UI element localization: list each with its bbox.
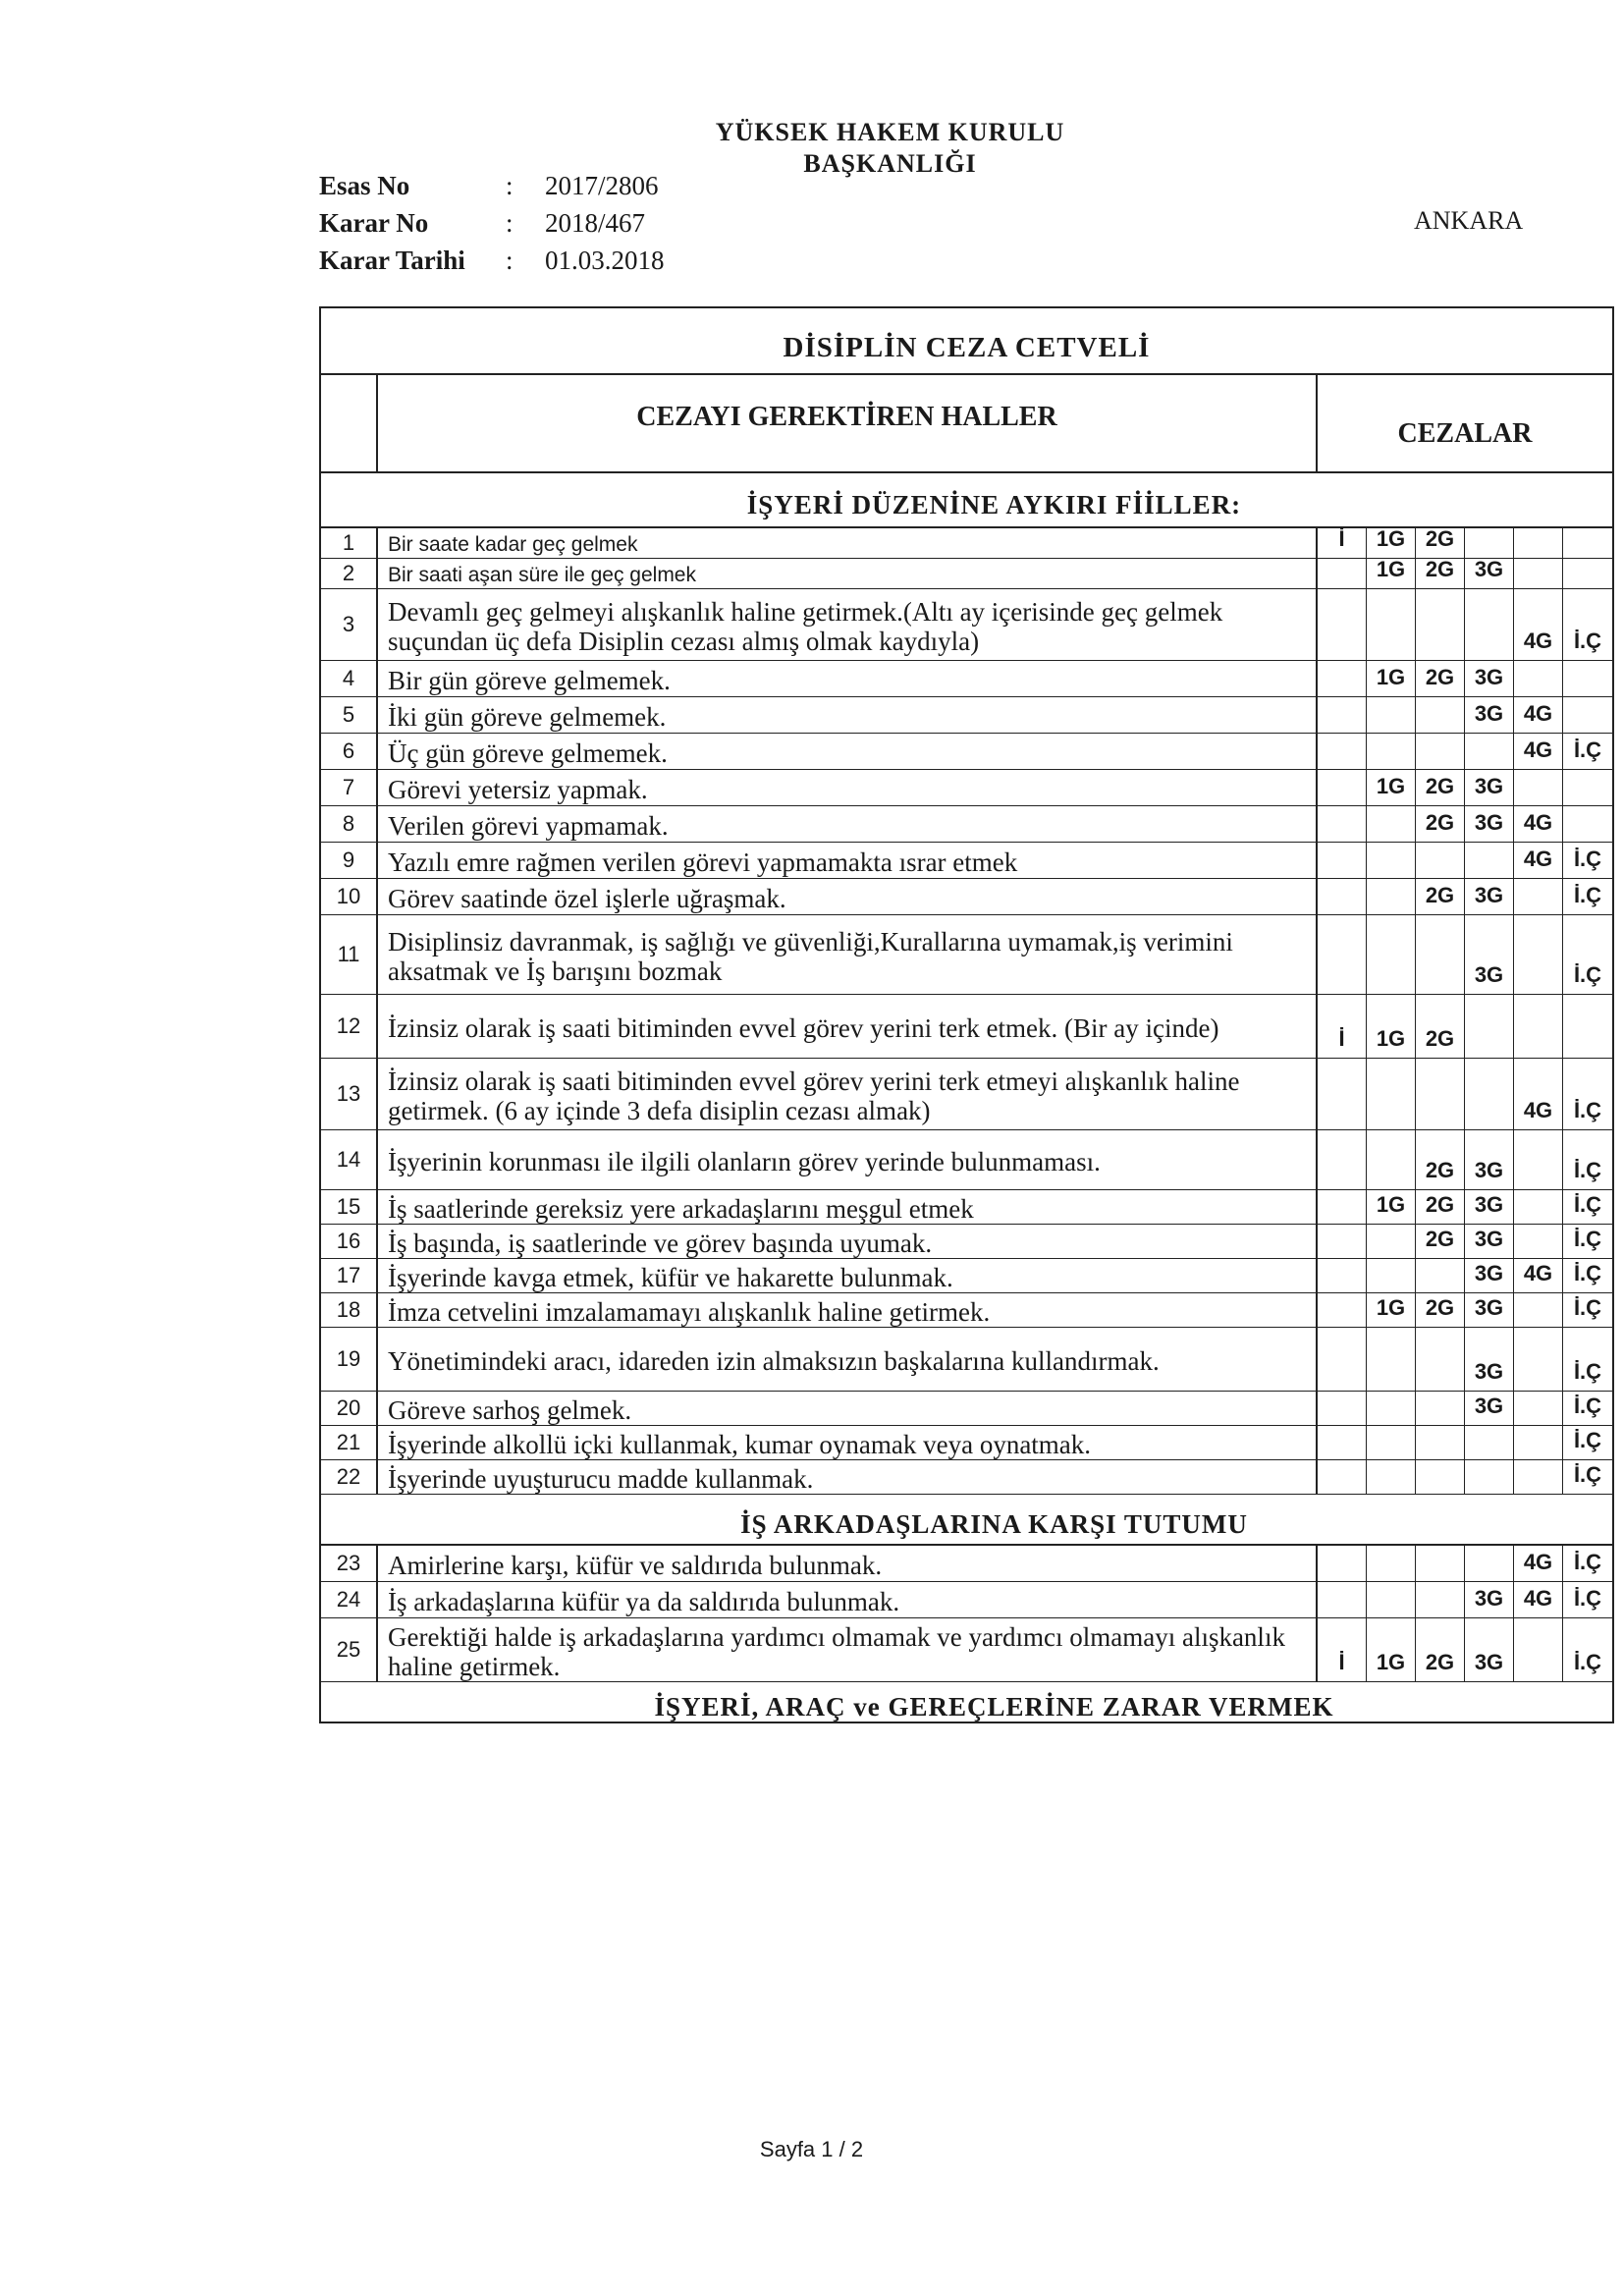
penalty-cell: 4G (1514, 1259, 1563, 1292)
row-number: 16 (321, 1225, 378, 1258)
row-description: İşyerinde kavga etmek, küfür ve hakarette bulunmak. (378, 1259, 1318, 1292)
penalty-cell: 4G (1514, 734, 1563, 769)
row-number: 12 (321, 995, 378, 1058)
penalty-cell (1416, 1426, 1465, 1459)
penalty-cell (1514, 1392, 1563, 1425)
penalty-cell (1514, 661, 1563, 696)
penalty-cell: İ.Ç (1573, 962, 1602, 987)
penalty-cell: İ.Ç (1573, 1192, 1602, 1217)
row-description: Devamlı geç gelmeyi alışkanlık haline getirmek.(Altı ay içerisinde geç gelmek suçundan üç defa Disiplin cezası almış olmak kaydıyla) (378, 589, 1318, 660)
penalty-cell: 1G (1367, 1618, 1416, 1681)
penalty-cell: 3G (1465, 770, 1514, 805)
penalty-cell (1514, 1460, 1563, 1494)
penalty-cell: 4G (1514, 697, 1563, 733)
penalty-cell: 4G (1514, 1582, 1563, 1617)
penalty-cell: İ.Ç (1573, 1650, 1602, 1674)
penalty-cell: İ.Ç (1573, 629, 1602, 653)
penalty-cell: İ.Ç (1573, 883, 1602, 907)
row-number: 7 (321, 770, 378, 805)
penalty-cell (1367, 1460, 1416, 1494)
penalty-cell (1563, 661, 1612, 696)
court-name: YÜKSEK HAKEM KURULU (715, 118, 1065, 146)
penalty-cell (1367, 1582, 1416, 1617)
penalty-cells (1318, 843, 1612, 878)
table-row (321, 843, 1612, 879)
penalty-cells (1318, 1392, 1612, 1425)
index-header (321, 375, 378, 471)
penalty-cells (1318, 697, 1612, 733)
row-description: İşyerinde uyuşturucu madde kullanmak. (378, 1460, 1318, 1494)
row-number: 15 (321, 1190, 378, 1224)
penalties-header: CEZALAR (1397, 418, 1533, 449)
penalty-cell (1318, 915, 1367, 994)
penalty-cell (1465, 1426, 1514, 1459)
row-number: 2 (321, 559, 378, 588)
penalty-cell (1465, 843, 1514, 878)
penalty-cell: İ.Ç (1573, 1295, 1602, 1320)
penalty-cell: İ (1318, 1618, 1367, 1681)
penalty-cell: 3G (1465, 697, 1514, 733)
penalty-cells (1318, 1190, 1612, 1224)
row-description: İzinsiz olarak iş saati bitiminden evvel görev yerini terk etmeyi alışkanlık haline getirmek. (6 ay içinde 3 defa disiplin cezası almak) (378, 1059, 1318, 1129)
penalty-cell (1367, 879, 1416, 914)
table-row (321, 1392, 1612, 1426)
penalty-cell: İ.Ç (1573, 1394, 1602, 1418)
meta-row (319, 242, 665, 279)
penalty-cell: 3G (1465, 1225, 1514, 1258)
penalty-cell (1514, 1130, 1563, 1189)
penalty-cell: İ.Ç (1573, 1359, 1602, 1384)
penalty-cell: İ.Ç (1573, 1158, 1602, 1182)
penalty-cells (1318, 1328, 1612, 1391)
penalty-cell (1318, 1225, 1367, 1258)
penalty-cell (1367, 915, 1416, 994)
penalty-cell (1318, 1190, 1367, 1224)
section-heading (321, 1495, 1612, 1546)
penalty-cell: İ.Ç (1573, 1550, 1602, 1574)
penalty-cells (1318, 995, 1612, 1058)
penalty-cells (1318, 879, 1612, 914)
penalty-cell (1367, 1259, 1416, 1292)
penalty-cell: 1G (1367, 528, 1416, 558)
penalty-cell (1514, 1190, 1563, 1224)
table-row (321, 734, 1612, 770)
penalty-cell (1318, 697, 1367, 733)
meta-label: Karar No (319, 208, 429, 238)
row-number: 6 (321, 734, 378, 769)
table-row (321, 879, 1612, 915)
penalty-cell (1318, 770, 1367, 805)
row-number: 9 (321, 843, 378, 878)
penalty-cell: 3G (1465, 559, 1514, 588)
penalty-cells (1318, 559, 1612, 588)
penalty-cell (1514, 995, 1563, 1058)
penalty-cell (1563, 806, 1612, 842)
penalty-cell: İ.Ç (1573, 847, 1602, 871)
penalty-cell (1367, 1059, 1416, 1129)
penalty-cell: 3G (1465, 1190, 1514, 1224)
penalty-cell (1367, 1392, 1416, 1425)
row-description: İş saatlerinde gereksiz yere arkadaşlarını meşgul etmek (378, 1190, 1318, 1224)
penalty-cell: 4G (1514, 1546, 1563, 1581)
penalty-cells (1318, 734, 1612, 769)
penalty-cell (1318, 589, 1367, 660)
table-row (321, 995, 1612, 1059)
penalty-cell (1416, 589, 1465, 660)
row-number: 20 (321, 1392, 378, 1425)
penalty-cell (1514, 915, 1563, 994)
penalty-cells (1318, 1546, 1612, 1581)
penalty-cell: 3G (1465, 1582, 1514, 1617)
penalty-cell (1367, 589, 1416, 660)
penalty-cell (1318, 734, 1367, 769)
penalty-cells (1318, 1293, 1612, 1327)
penalty-cells (1318, 1130, 1612, 1189)
penalty-cell: 2G (1416, 559, 1465, 588)
row-description: Üç gün göreve gelmemek. (378, 734, 1318, 769)
penalty-cell (1367, 1426, 1416, 1459)
penalty-cell: 3G (1465, 806, 1514, 842)
penalty-cell (1318, 1059, 1367, 1129)
penalty-cells (1318, 770, 1612, 805)
penalty-cell: 3G (1465, 879, 1514, 914)
penalty-cell (1318, 843, 1367, 878)
row-description: İmza cetvelini imzalamamayı alışkanlık haline getirmek. (378, 1293, 1318, 1327)
penalty-cell: İ (1318, 528, 1367, 558)
penalty-cell: İ.Ç (1573, 1586, 1602, 1611)
penalty-cell: 2G (1416, 1293, 1465, 1327)
row-number: 18 (321, 1293, 378, 1327)
penalty-cells (1318, 1618, 1612, 1681)
penalty-cell: İ.Ç (1573, 1261, 1602, 1285)
penalty-cell: 2G (1416, 661, 1465, 696)
row-number: 1 (321, 528, 378, 558)
penalty-cell (1563, 697, 1612, 733)
penalty-cell (1465, 528, 1514, 558)
table-header (321, 375, 1612, 473)
table-row (321, 1259, 1612, 1293)
row-number: 22 (321, 1460, 378, 1494)
table-title: DİSİPLİN CEZA CETVELİ (321, 308, 1612, 375)
penalty-cell (1318, 661, 1367, 696)
row-description: Yazılı emre rağmen verilen görevi yapmamakta ısrar etmek (378, 843, 1318, 878)
penalty-cell: 1G (1367, 995, 1416, 1058)
table-row (321, 1328, 1612, 1392)
penalty-cell (1514, 879, 1563, 914)
penalty-cell: İ (1318, 995, 1367, 1058)
penalty-cell: 3G (1465, 1259, 1514, 1292)
penalty-cell (1318, 1259, 1367, 1292)
row-description: İş başında, iş saatlerinde ve görev başında uyumak. (378, 1225, 1318, 1258)
penalty-cell (1318, 1426, 1367, 1459)
table-row (321, 1618, 1612, 1682)
penalty-cell: İ.Ç (1573, 1227, 1602, 1251)
row-description: Görevi yetersiz yapmak. (378, 770, 1318, 805)
penalty-cell (1318, 1460, 1367, 1494)
section-title: İŞYERİ, ARAÇ ve GEREÇLERİNE ZARAR VERMEK (654, 1692, 1334, 1722)
section-heading (321, 1682, 1612, 1723)
penalty-cells (1318, 1259, 1612, 1292)
penalty-cell: 1G (1367, 1293, 1416, 1327)
table-row (321, 661, 1612, 697)
penalty-cell (1465, 1059, 1514, 1129)
city: ANKARA (1414, 206, 1524, 235)
penalty-cell: 1G (1367, 770, 1416, 805)
penalty-cell (1318, 1392, 1367, 1425)
penalty-cell: 3G (1465, 661, 1514, 696)
penalty-cell: İ.Ç (1573, 738, 1602, 762)
row-description: İzinsiz olarak iş saati bitiminden evvel görev yerini terk etmek. (Bir ay içinde) (378, 995, 1318, 1058)
meta-value: 2017/2806 (545, 171, 659, 200)
penalty-cell (1514, 1225, 1563, 1258)
row-number: 8 (321, 806, 378, 842)
meta-colon: : (506, 246, 514, 275)
table-row (321, 697, 1612, 734)
table-row (321, 1130, 1612, 1190)
meta-label: Esas No (319, 171, 410, 200)
row-number: 11 (321, 915, 378, 994)
penalty-cell (1367, 734, 1416, 769)
penalty-cell (1514, 528, 1563, 558)
penalty-cell: 3G (1465, 1130, 1514, 1189)
penalty-cell (1318, 1582, 1367, 1617)
row-number: 14 (321, 1130, 378, 1189)
penalty-cell (1367, 843, 1416, 878)
table-row (321, 1582, 1612, 1618)
penalty-cell (1416, 1392, 1465, 1425)
penalty-cell (1318, 559, 1367, 588)
row-description: Yönetimindeki aracı, idareden izin almaksızın başkalarına kullandırmak. (378, 1328, 1318, 1391)
meta-row (319, 167, 665, 204)
penalty-cell: 2G (1416, 879, 1465, 914)
penalty-cell: 1G (1367, 1190, 1416, 1224)
penalty-cell (1416, 1259, 1465, 1292)
penalty-cell: 2G (1416, 995, 1465, 1058)
penalty-cell (1465, 1460, 1514, 1494)
penalty-cell: 2G (1416, 1130, 1465, 1189)
penalty-cell: 3G (1465, 1618, 1514, 1681)
penalty-cell (1318, 1293, 1367, 1327)
row-number: 19 (321, 1328, 378, 1391)
penalty-cells (1318, 661, 1612, 696)
penalty-cell (1563, 995, 1612, 1058)
penalty-cell (1465, 589, 1514, 660)
table-row (321, 1225, 1612, 1259)
table-row (321, 1293, 1612, 1328)
table-row (321, 589, 1612, 661)
penalty-cell (1563, 559, 1612, 588)
row-number: 17 (321, 1259, 378, 1292)
penalty-cell: İ.Ç (1573, 1098, 1602, 1122)
penalty-cells (1318, 806, 1612, 842)
page-number: Sayfa 1 / 2 (759, 2137, 864, 2161)
court-office: BAŞKANLIĞI (803, 149, 977, 178)
penalty-cell: 3G (1465, 1328, 1514, 1391)
penalty-cells (1318, 1426, 1612, 1459)
penalty-cell (1318, 1328, 1367, 1391)
row-number: 5 (321, 697, 378, 733)
penalty-cell (1514, 770, 1563, 805)
penalty-cell: 4G (1514, 843, 1563, 878)
penalty-cell (1318, 879, 1367, 914)
row-description: İşyerinin korunması ile ilgili olanların görev yerinde bulunmaması. (378, 1130, 1318, 1189)
penalty-cell (1367, 1130, 1416, 1189)
row-number: 4 (321, 661, 378, 696)
penalty-cell (1514, 559, 1563, 588)
meta-colon: : (506, 208, 514, 238)
penalty-cell (1465, 1546, 1514, 1581)
row-number: 24 (321, 1582, 378, 1617)
penalty-cell (1465, 734, 1514, 769)
penalty-cell: 2G (1416, 1190, 1465, 1224)
penalty-cell (1563, 528, 1612, 558)
row-description: Bir gün göreve gelmemek. (378, 661, 1318, 696)
penalty-cell (1318, 1130, 1367, 1189)
case-meta (319, 167, 665, 279)
meta-label: Karar Tarihi (319, 246, 465, 275)
row-number: 25 (321, 1618, 378, 1681)
cases-header: CEZAYI GEREKTİREN HALLER (378, 375, 1318, 471)
penalty-cell (1416, 1546, 1465, 1581)
penalty-cell (1367, 1225, 1416, 1258)
row-description: Gerektiği halde iş arkadaşlarına yardımcı olmamak ve yardımcı olmamayı alışkanlık haline getirmek. (378, 1618, 1318, 1681)
penalty-cell: 2G (1416, 1618, 1465, 1681)
penalty-cell (1416, 1582, 1465, 1617)
penalty-cell: İ.Ç (1573, 1462, 1602, 1487)
penalty-cell (1514, 1328, 1563, 1391)
penalty-table (319, 306, 1614, 1723)
penalty-cell: 3G (1465, 1293, 1514, 1327)
penalty-cells (1318, 589, 1612, 660)
penalty-cells (1318, 1460, 1612, 1494)
penalty-cell (1416, 915, 1465, 994)
penalty-cell (1367, 697, 1416, 733)
table-body (321, 473, 1612, 1723)
penalty-cell (1416, 734, 1465, 769)
table-row (321, 915, 1612, 995)
row-number: 13 (321, 1059, 378, 1129)
row-number: 3 (321, 589, 378, 660)
penalty-cell: 4G (1514, 1059, 1563, 1129)
table-row (321, 806, 1612, 843)
penalty-cell (1416, 1328, 1465, 1391)
penalty-cell (1416, 1460, 1465, 1494)
penalty-cell (1416, 1059, 1465, 1129)
table-row (321, 528, 1612, 559)
meta-row (319, 204, 665, 242)
meta-value: 2018/467 (545, 208, 646, 238)
row-description: Amirlerine karşı, küfür ve saldırıda bulunmak. (378, 1546, 1318, 1581)
penalty-cells (1318, 1059, 1612, 1129)
row-description: Bir saate kadar geç gelmek (378, 528, 1318, 558)
row-description: Göreve sarhoş gelmek. (378, 1392, 1318, 1425)
row-description: İşyerinde alkollü içki kullanmak, kumar oynamak veya oynatmak. (378, 1426, 1318, 1459)
meta-value: 01.03.2018 (545, 246, 665, 275)
penalty-cell (1318, 1546, 1367, 1581)
meta-colon: : (506, 171, 514, 200)
penalty-cell (1514, 1618, 1563, 1681)
penalty-cell (1367, 806, 1416, 842)
penalty-cell (1514, 1293, 1563, 1327)
row-description: Disiplinsiz davranmak, iş sağlığı ve güvenliği,Kurallarına uymamak,iş verimini aksatmak ve İş barışını bozmak (378, 915, 1318, 994)
table-row (321, 559, 1612, 589)
penalty-cell: 2G (1416, 806, 1465, 842)
row-number: 23 (321, 1546, 378, 1581)
section-title: İŞYERİ DÜZENİNE AYKIRI FİİLLER: (746, 490, 1242, 519)
penalty-cell: 4G (1514, 589, 1563, 660)
penalty-cell: İ.Ç (1573, 1428, 1602, 1452)
penalty-cells (1318, 528, 1612, 558)
table-row (321, 1190, 1612, 1225)
table-row (321, 1546, 1612, 1582)
penalty-cell: 4G (1514, 806, 1563, 842)
table-row (321, 1059, 1612, 1130)
penalty-cells (1318, 1582, 1612, 1617)
penalty-cell: 1G (1367, 559, 1416, 588)
penalty-cell: 2G (1416, 770, 1465, 805)
penalty-cell (1514, 1426, 1563, 1459)
penalty-cell: 2G (1416, 528, 1465, 558)
section-title: İŞ ARKADAŞLARINA KARŞI TUTUMU (740, 1509, 1248, 1539)
penalty-cell: 3G (1465, 1392, 1514, 1425)
row-description: Görev saatinde özel işlerle uğraşmak. (378, 879, 1318, 914)
penalty-cell (1318, 806, 1367, 842)
penalty-cell: 1G (1367, 661, 1416, 696)
section-heading (321, 473, 1612, 528)
row-description: Verilen görevi yapmamak. (378, 806, 1318, 842)
penalty-cell (1367, 1328, 1416, 1391)
penalty-cell (1367, 1546, 1416, 1581)
row-description: İki gün göreve gelmemek. (378, 697, 1318, 733)
penalty-cells (1318, 915, 1612, 994)
penalty-cell: 2G (1416, 1225, 1465, 1258)
row-description: İş arkadaşlarına küfür ya da saldırıda bulunmak. (378, 1582, 1318, 1617)
penalty-cell (1465, 995, 1514, 1058)
table-row (321, 1460, 1612, 1495)
row-number: 21 (321, 1426, 378, 1459)
penalty-cell (1563, 770, 1612, 805)
table-row (321, 1426, 1612, 1460)
row-number: 10 (321, 879, 378, 914)
penalty-cells (1318, 1225, 1612, 1258)
table-row (321, 770, 1612, 806)
row-description: Bir saati aşan süre ile geç gelmek (378, 559, 1318, 588)
penalty-cell (1416, 843, 1465, 878)
penalty-cell: 3G (1465, 915, 1514, 994)
penalty-cell (1416, 697, 1465, 733)
